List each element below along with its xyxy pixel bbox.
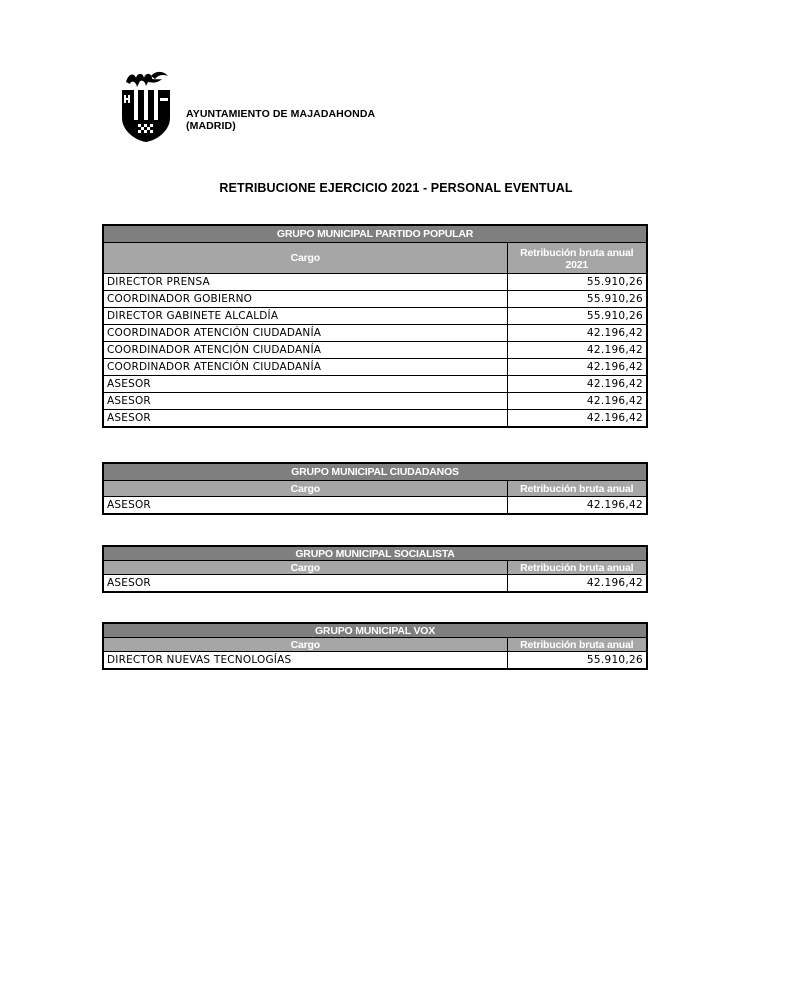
table-row <box>103 308 647 325</box>
majadahonda-coat-of-arms-logo <box>118 68 174 144</box>
column-header-retribucion: Retribución bruta anual <box>507 561 647 575</box>
column-header-cargo: Cargo <box>103 481 507 497</box>
org-region-line: (MADRID) <box>186 120 236 132</box>
cargo-cell: ASESOR <box>103 575 507 593</box>
importe-cell: 42.196,42 <box>507 410 647 428</box>
group-table-ciudadanos <box>102 462 648 515</box>
table-row <box>103 359 647 376</box>
cargo-cell: COORDINADOR ATENCIÓN CIUDADANÍA <box>103 359 507 376</box>
column-header-retribucion: Retribución bruta anual <box>507 481 647 497</box>
table-row <box>103 291 647 308</box>
cargo-cell: COORDINADOR GOBIERNO <box>103 291 507 308</box>
group-table-partido-popular <box>102 224 648 428</box>
importe-cell: 42.196,42 <box>507 575 647 593</box>
group-table-socialista <box>102 545 648 593</box>
importe-cell: 55.910,26 <box>507 652 647 670</box>
table-row <box>103 410 647 428</box>
group-title: GRUPO MUNICIPAL PARTIDO POPULAR <box>103 225 647 243</box>
importe-cell: 42.196,42 <box>507 359 647 376</box>
table-row <box>103 652 647 670</box>
cargo-cell: ASESOR <box>103 376 507 393</box>
importe-cell: 42.196,42 <box>507 393 647 410</box>
table-row <box>103 497 647 515</box>
group-title: GRUPO MUNICIPAL CIUDADANOS <box>103 463 647 481</box>
column-header-cargo: Cargo <box>103 561 507 575</box>
cargo-cell: DIRECTOR PRENSA <box>103 274 507 291</box>
organization-name <box>186 108 375 132</box>
org-name-line: AYUNTAMIENTO DE MAJADAHONDA <box>186 108 376 120</box>
cargo-cell: ASESOR <box>103 393 507 410</box>
column-header-cargo: Cargo <box>103 638 507 652</box>
column-header-retribucion: Retribución bruta anual 2021 <box>507 243 647 274</box>
importe-cell: 42.196,42 <box>507 325 647 342</box>
importe-cell: 42.196,42 <box>507 376 647 393</box>
table-row <box>103 325 647 342</box>
importe-cell: 55.910,26 <box>507 291 647 308</box>
table-row <box>103 393 647 410</box>
column-header-retribucion: Retribución bruta anual <box>507 638 647 652</box>
cargo-cell: COORDINADOR ATENCIÓN CIUDADANÍA <box>103 325 507 342</box>
cargo-cell: ASESOR <box>103 410 507 428</box>
cargo-cell: ASESOR <box>103 497 507 515</box>
importe-cell: 55.910,26 <box>507 274 647 291</box>
table-row <box>103 376 647 393</box>
document-title: RETRIBUCIONE EJERCICIO 2021 - PERSONAL EVENTUAL <box>219 181 573 195</box>
table-row <box>103 575 647 593</box>
column-header-cargo: Cargo <box>103 243 507 274</box>
cargo-cell: DIRECTOR NUEVAS TECNOLOGÍAS <box>103 652 507 670</box>
importe-cell: 55.910,26 <box>507 308 647 325</box>
group-title: GRUPO MUNICIPAL SOCIALISTA <box>103 546 647 561</box>
group-table-vox <box>102 622 648 670</box>
group-title: GRUPO MUNICIPAL VOX <box>103 623 647 638</box>
cargo-cell: COORDINADOR ATENCIÓN CIUDADANÍA <box>103 342 507 359</box>
cargo-cell: DIRECTOR GABINETE ALCALDÍA <box>103 308 507 325</box>
importe-cell: 42.196,42 <box>507 497 647 515</box>
importe-cell: 42.196,42 <box>507 342 647 359</box>
table-row <box>103 274 647 291</box>
table-row <box>103 342 647 359</box>
